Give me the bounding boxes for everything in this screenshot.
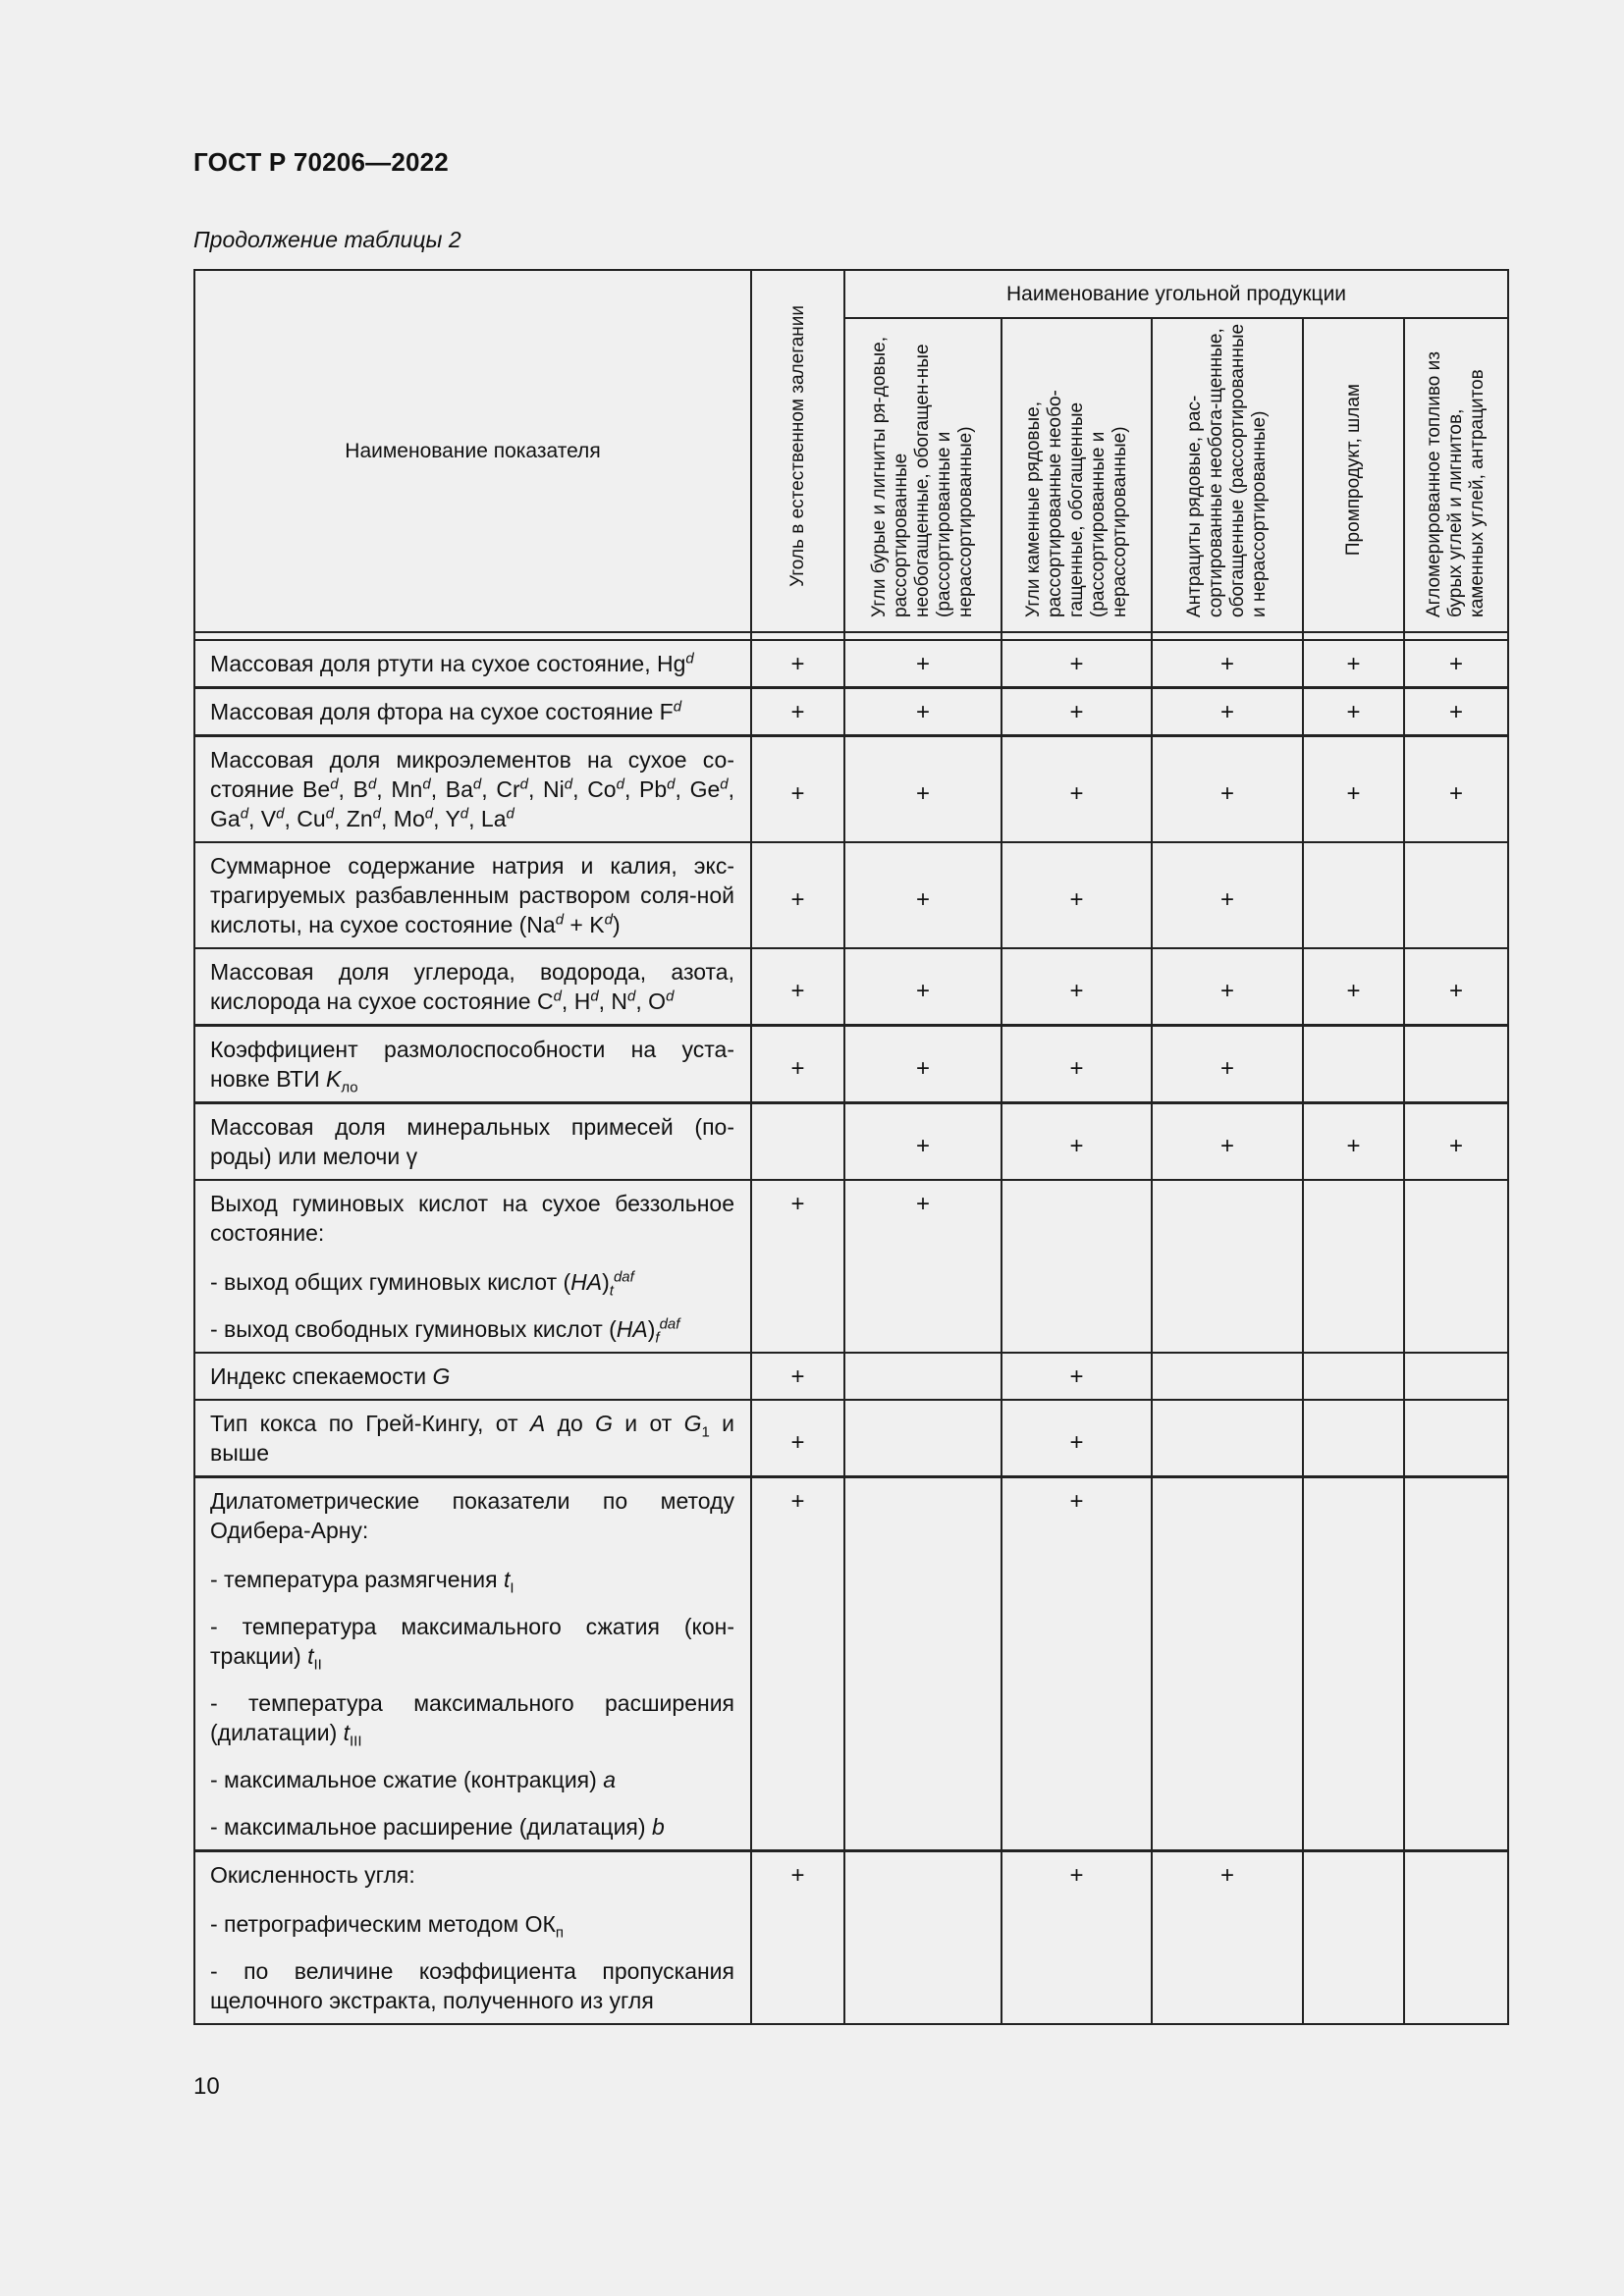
- mark-cell-empty: [1152, 1353, 1303, 1400]
- mark-cell: +: [844, 1103, 1001, 1181]
- mark-cell: +: [1152, 640, 1303, 688]
- col-header-group: Наименование угольной продукции: [844, 270, 1508, 318]
- mark-cell: +: [844, 640, 1001, 688]
- table-row: [194, 1477, 1508, 1851]
- col-header-indicator: Наименование показателя: [194, 270, 751, 632]
- mark-cell: +: [1303, 736, 1404, 843]
- mark-cell: +: [751, 688, 844, 736]
- requirements-table: [193, 269, 1509, 2025]
- mark-cell-empty: [1404, 1026, 1508, 1103]
- mark-cell-empty: [1404, 1400, 1508, 1477]
- mark-cell: +: [1404, 640, 1508, 688]
- mark-cell: +: [844, 688, 1001, 736]
- table-row: [194, 1180, 1508, 1353]
- indicator-oxidation: Окисленность угля: - петрографическим методом $ОК_п$ - по величине коэффициента пропускания щелочного экстракта, полученного из угля: [194, 1851, 751, 2025]
- header-row: [194, 270, 1508, 318]
- indicator-fluorine: Массовая доля фтора на сухое состояние $F^d$: [194, 688, 751, 736]
- table-row: [194, 640, 1508, 688]
- mark-cell: +: [844, 736, 1001, 843]
- table-row: [194, 688, 1508, 736]
- mark-cell-empty: [1152, 1400, 1303, 1477]
- indicator-sodium-potassium: Суммарное содержание натрия и калия, экс-трагируемых разбавленным раствором соля-ной кислоты, на сухое состояние $(Na^d + K^d)$: [194, 842, 751, 948]
- mark-cell: +: [1152, 1851, 1303, 2025]
- mark-cell: +: [751, 1477, 844, 1851]
- mark-cell-empty: [1404, 1180, 1508, 1353]
- table-row: [194, 1103, 1508, 1181]
- mark-cell: +: [751, 948, 844, 1026]
- table-caption: Продолжение таблицы 2: [193, 227, 461, 252]
- mark-cell: +: [1152, 1103, 1303, 1181]
- indicator-chno: Массовая доля углерода, водорода, азота, кислорода на сухое состояние $C^d$, $H^d$, $N^d$, $O^d$: [194, 948, 751, 1026]
- table-row: [194, 842, 1508, 948]
- mark-cell: +: [1001, 948, 1152, 1026]
- table-row: [194, 1353, 1508, 1400]
- mark-cell: +: [751, 842, 844, 948]
- mark-cell-empty: [1152, 1180, 1303, 1353]
- mark-cell: +: [1001, 1400, 1152, 1477]
- indicator-mineral-impurities: Массовая доля минеральных примесей (по-роды) или мелочи γ: [194, 1103, 751, 1181]
- mark-cell: +: [1001, 1026, 1152, 1103]
- indicator-microelements: Массовая доля микроэлементов на сухое со-стояние Be$^d$, $B^d$, Mn$^d$, Ba$^d$, Cr$^d$, Ni$^d$, Co$^d$, Pb$^d$, Ge$^d$, Ga$^d$, $V^d$, Cu$^d$, Zn$^d$, Mo$^d$, $Y^d$, La$^d$: [194, 736, 751, 843]
- mark-cell-empty: [844, 1477, 1001, 1851]
- mark-cell-empty: [1303, 1851, 1404, 2025]
- mark-cell: +: [1152, 736, 1303, 843]
- mark-cell: +: [1001, 1851, 1152, 2025]
- mark-cell-empty: [844, 1400, 1001, 1477]
- indicator-caking-index: Индекс спекаемости G: [194, 1353, 751, 1400]
- mark-cell: +: [1001, 1353, 1152, 1400]
- col-header-agglomerated: Агломерированное топливо из бурых углей и лигнитов, каменных углей, антрацитов: [1404, 318, 1508, 632]
- mark-cell: +: [1303, 1103, 1404, 1181]
- mark-cell-empty: [1303, 1477, 1404, 1851]
- mark-cell-empty: [844, 1851, 1001, 2025]
- col-header-middling: Промпродукт, шлам: [1303, 318, 1404, 632]
- indicator-mercury: Массовая доля ртути на сухое состояние, Hg$^d$: [194, 640, 751, 688]
- mark-cell: +: [751, 736, 844, 843]
- header-separator: [194, 632, 1508, 640]
- mark-cell-empty: [1404, 1353, 1508, 1400]
- mark-cell: +: [1404, 948, 1508, 1026]
- mark-cell: +: [1303, 688, 1404, 736]
- table-row: [194, 948, 1508, 1026]
- mark-cell: +: [751, 1353, 844, 1400]
- col-header-anthracite: Антрациты рядовые, рас-сортированные необога-щенные, обогащенные (рассортированные и нерассортированные): [1152, 318, 1303, 632]
- mark-cell: +: [1303, 948, 1404, 1026]
- mark-cell-empty: [1152, 1477, 1303, 1851]
- mark-cell: +: [751, 1400, 844, 1477]
- mark-cell: +: [1404, 1103, 1508, 1181]
- mark-cell: +: [1001, 1103, 1152, 1181]
- mark-cell: +: [751, 1026, 844, 1103]
- table-row: [194, 1400, 1508, 1477]
- document-title: ГОСТ Р 70206—2022: [193, 147, 449, 177]
- mark-cell-empty: [1303, 1026, 1404, 1103]
- indicator-dilatometric: Дилатометрические показатели по методу Одибера-Арну: - температура размягчения $t_I$ - температура максимального сжатия (кон-тракции) $t_{II}$ - температура максимального расширения (дилатации) $t_{III}$ - максимальное сжатие (контракция) a - максимальное расширение (дилатация) b: [194, 1477, 751, 1851]
- mark-cell-empty: [844, 1353, 1001, 1400]
- mark-cell-empty: [1303, 842, 1404, 948]
- mark-cell: +: [844, 1026, 1001, 1103]
- table-row: [194, 1851, 1508, 2025]
- mark-cell-empty: [1303, 1180, 1404, 1353]
- mark-cell-empty: [1404, 1477, 1508, 1851]
- mark-cell-empty: [1404, 1851, 1508, 2025]
- mark-cell-empty: [1303, 1400, 1404, 1477]
- mark-cell: +: [1152, 842, 1303, 948]
- col-header-natural: Уголь в естественном залегании: [751, 270, 844, 632]
- table-row: [194, 1026, 1508, 1103]
- mark-cell: +: [1303, 640, 1404, 688]
- mark-cell: +: [1001, 736, 1152, 843]
- mark-cell-empty: [1404, 842, 1508, 948]
- mark-cell: +: [844, 1180, 1001, 1353]
- mark-cell: +: [751, 1180, 844, 1353]
- mark-cell-empty: [751, 1103, 844, 1181]
- mark-cell: +: [1001, 842, 1152, 948]
- mark-cell: +: [844, 842, 1001, 948]
- mark-cell: +: [1001, 1477, 1152, 1851]
- mark-cell: +: [1001, 688, 1152, 736]
- mark-cell-empty: [1303, 1353, 1404, 1400]
- indicator-grindability: Коэффициент размолоспособности на уста-новке ВТИ $K_{ло}$: [194, 1026, 751, 1103]
- indicator-gray-king: Тип кокса по Грей-Кингу, от A до G и от $G_1$ и выше: [194, 1400, 751, 1477]
- mark-cell: +: [1152, 1026, 1303, 1103]
- mark-cell: +: [1404, 736, 1508, 843]
- mark-cell: +: [1404, 688, 1508, 736]
- col-header-brown: Угли бурые и лигниты ря-довые, рассортированные необогащенные, обогащен-ные (рассортированные и нерассортированные): [844, 318, 1001, 632]
- mark-cell: +: [751, 640, 844, 688]
- page-number: 10: [193, 2073, 220, 2100]
- col-header-hard: Угли каменные рядовые, рассортированные необо-гащенные, обогащенные (рассортированные и нерассортированные): [1001, 318, 1152, 632]
- mark-cell: +: [1001, 640, 1152, 688]
- mark-cell: +: [751, 1851, 844, 2025]
- mark-cell-empty: [1001, 1180, 1152, 1353]
- mark-cell: +: [844, 948, 1001, 1026]
- mark-cell: +: [1152, 948, 1303, 1026]
- table-row: [194, 736, 1508, 843]
- mark-cell: +: [1152, 688, 1303, 736]
- indicator-humic-acids: Выход гуминовых кислот на сухое беззольное состояние: - выход общих гуминовых кислот $(HA)_t^{daf}$ - выход свободных гуминовых кислот $(HA)_f^{daf}$: [194, 1180, 751, 1353]
